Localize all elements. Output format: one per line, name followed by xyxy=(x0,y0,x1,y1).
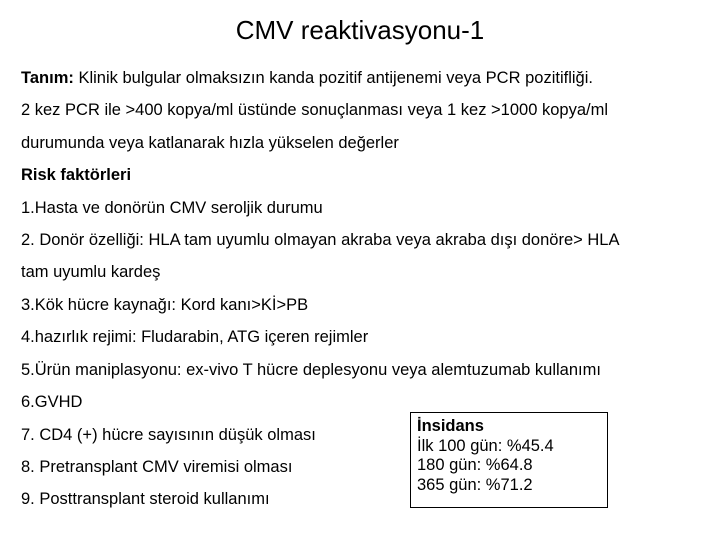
criteria-line-2: durumunda veya katlanarak hızla yükselen değerler xyxy=(21,134,399,152)
slide-title: CMV reaktivasyonu-1 xyxy=(235,15,485,45)
risk-item-1: 1.Hasta ve donörün CMV seroljik durumu xyxy=(21,199,323,217)
risk-item-6: 6.GVHD xyxy=(21,393,83,411)
risk-heading: Risk faktörleri xyxy=(21,166,132,184)
incidence-line-180-days: 180 gün: %64.8 xyxy=(417,456,533,474)
risk-item-2: 2. Donör özelliği: HLA tam uyumlu olmayan akraba veya akraba dışı donöre> HLA xyxy=(21,231,620,249)
risk-item-8: 8. Pretransplant CMV viremisi olması xyxy=(21,458,293,476)
incidence-line-100-days: İlk 100 gün: %45.4 xyxy=(417,436,554,455)
risk-item-7: 7. CD4 (+) hücre sayısının düşük olması xyxy=(21,426,316,444)
definition-line xyxy=(21,68,593,88)
incidence-heading: İnsidans xyxy=(417,417,484,435)
definition-label: Tanım: xyxy=(21,69,74,87)
risk-item-4: 4.hazırlık rejimi: Fludarabin, ATG içeren rejimler xyxy=(21,328,369,346)
risk-item-2-continued: tam uyumlu kardeş xyxy=(21,263,161,281)
incidence-line-365-days: 365 gün: %71.2 xyxy=(417,475,533,494)
risk-item-5: 5.Ürün maniplasyonu: ex-vivo T hücre deplesyonu veya alemtuzumab kullanımı xyxy=(21,361,601,379)
risk-item-3: 3.Kök hücre kaynağı: Kord kanı>Kİ>PB xyxy=(21,296,309,314)
definition-text: Klinik bulgular olmaksızın kanda pozitif antijenemi veya PCR pozitifliği. xyxy=(73,69,593,87)
incidence-box xyxy=(410,412,608,508)
criteria-line-1: 2 kez PCR ile >400 kopya/ml üstünde sonuçlanması veya 1 kez >1000 kopya/ml xyxy=(21,101,608,119)
risk-item-9: 9. Posttransplant steroid kullanımı xyxy=(21,490,270,508)
